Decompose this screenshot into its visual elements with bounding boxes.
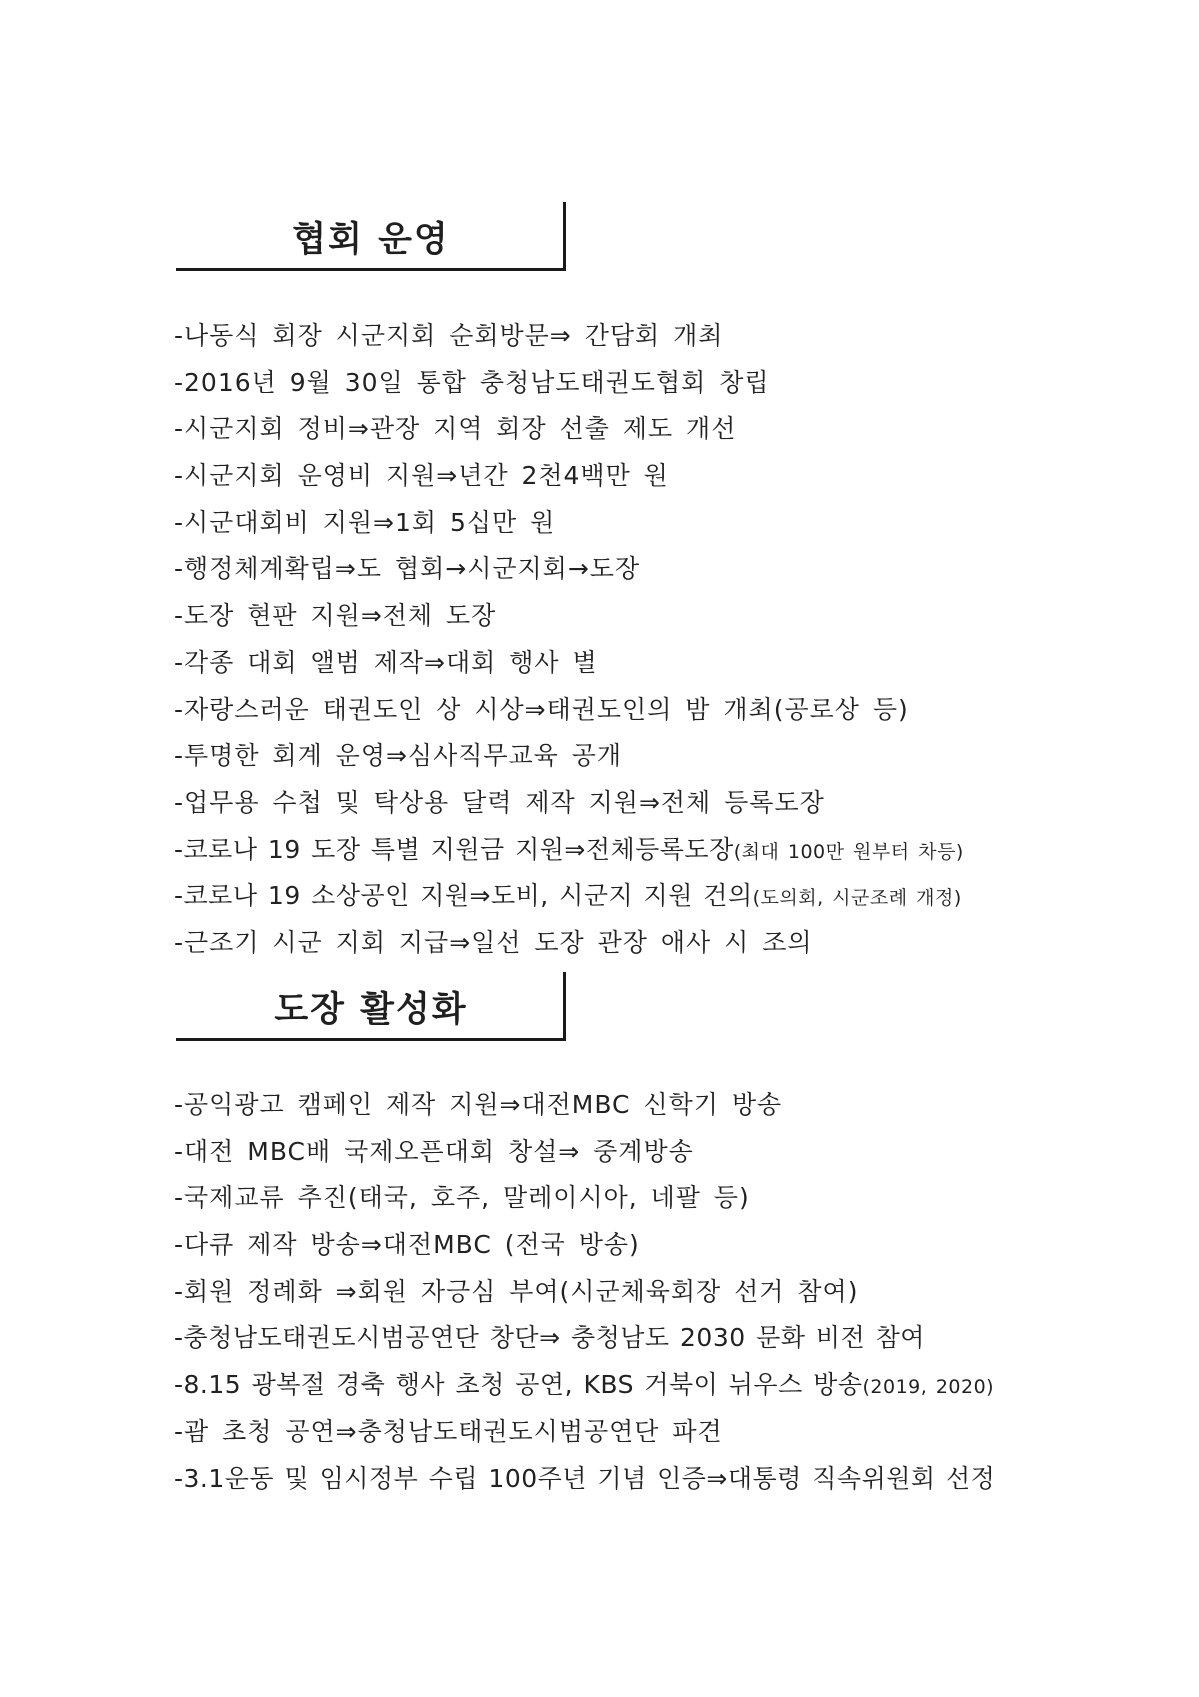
list-item: -다큐 제작 방송⇒대전MBC (전국 방송) xyxy=(174,1230,640,1260)
section-header-association xyxy=(176,202,566,271)
section-title: 도장 활성화 xyxy=(274,990,468,1030)
list-item: -충청남도태권도시범공연단 창단⇒ 충청남도 2030 문화 비전 참여 xyxy=(174,1323,925,1353)
list-item: -국제교류 추진(태국, 호주, 말레이시아, 네팔 등) xyxy=(174,1183,750,1213)
association-item-list xyxy=(174,313,964,967)
list-item xyxy=(174,827,964,874)
list-item: -괌 초청 공연⇒충청남도태권도시범공연단 파견 xyxy=(174,1416,723,1446)
list-item-text: -8.15 광복절 경축 행사 초청 공연, KBS 거북이 뉘우스 방송 xyxy=(174,1370,863,1400)
list-item: -3.1운동 및 임시정부 수립 100주년 기념 인증⇒대통령 직속위원회 선정 xyxy=(174,1463,996,1493)
section-title: 협회 운영 xyxy=(292,220,450,260)
list-item: -나동식 회장 시군지회 순회방문⇒ 간담회 개최 xyxy=(174,321,724,350)
list-item-note: (2019, 2020) xyxy=(862,1376,995,1399)
list-item: -회원 정례화 ⇒회원 자긍심 부여(시군체육회장 선거 참여) xyxy=(174,1276,859,1306)
list-item: -대전 MBC배 국제오픈대회 창설⇒ 중계방송 xyxy=(174,1136,694,1166)
list-item: -공익광고 캠페인 제작 지원⇒대전MBC 신학기 방송 xyxy=(174,1090,783,1119)
list-item xyxy=(174,1362,995,1409)
list-item-note: (도의회, 시군조례 개정) xyxy=(752,887,962,910)
list-item: -각종 대회 앨범 제작⇒대회 행사 별 xyxy=(174,647,598,677)
list-item: -시군지회 정비⇒관장 지역 회장 선출 제도 개선 xyxy=(174,414,737,444)
list-item: -근조기 시군 지회 지급⇒일선 도장 관장 애사 시 조의 xyxy=(174,927,813,957)
list-item: -2016년 9월 30일 통합 충청남도태권도협회 창립 xyxy=(174,367,770,397)
list-item: -자랑스러운 태권도인 상 시상⇒태권도인의 밤 개최(공로상 등) xyxy=(174,694,909,724)
list-item-text: -코로나 19 도장 특별 지원금 지원⇒전체등록도장 xyxy=(174,834,734,864)
section-header-dojang xyxy=(176,972,566,1041)
list-item: -투명한 회계 운영⇒심사직무교육 공개 xyxy=(174,741,623,771)
list-item: -시군대회비 지원⇒1회 5십만 원 xyxy=(174,507,556,537)
list-item xyxy=(174,873,964,920)
list-item-note: (최대 100만 원부터 차등) xyxy=(733,840,964,863)
list-item: -시군지회 운영비 지원⇒년간 2천4백만 원 xyxy=(174,461,669,491)
dojang-item-list xyxy=(174,1082,995,1502)
list-item: -도장 현판 지원⇒전체 도장 xyxy=(174,601,497,631)
list-item: -행정체계확립⇒도 협회→시군지회→도장 xyxy=(174,554,641,584)
list-item: -업무용 수첩 및 탁상용 달력 제작 지원⇒전체 등록도장 xyxy=(174,787,825,817)
list-item-text: -코로나 19 소상공인 지원⇒도비, 시군지 지원 건의 xyxy=(174,881,753,911)
